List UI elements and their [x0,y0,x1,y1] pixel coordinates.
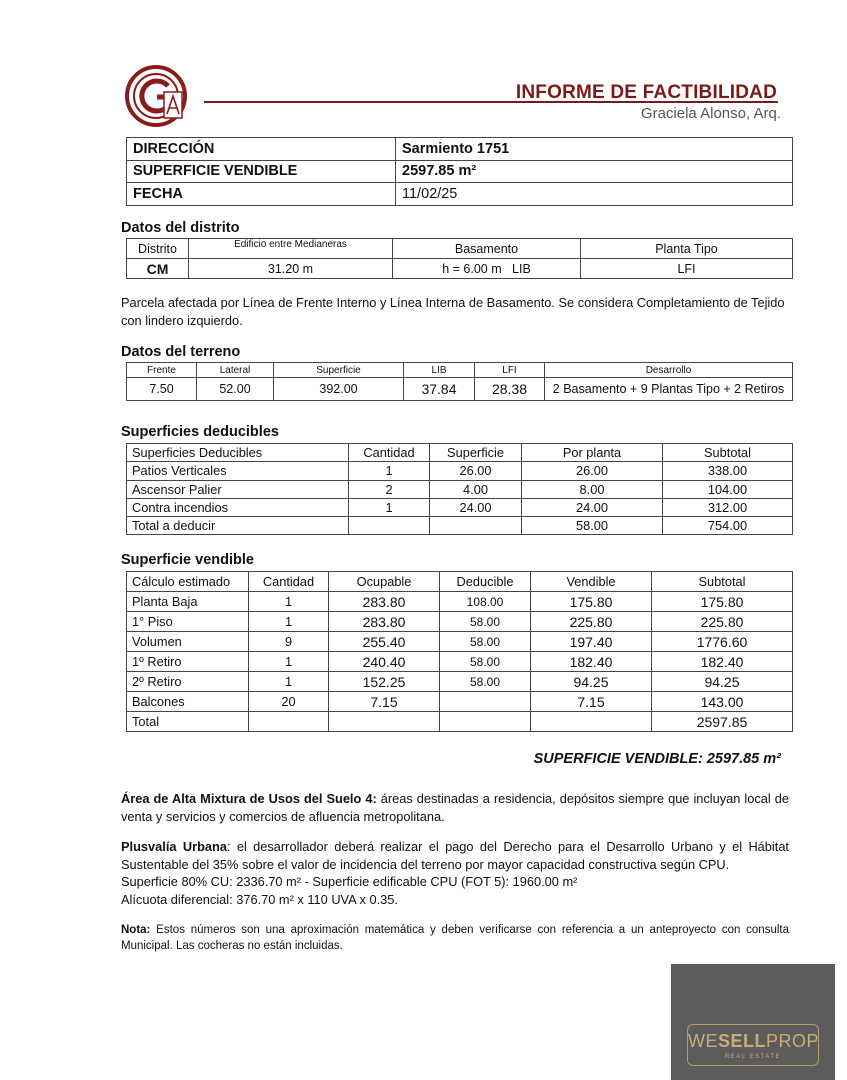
table-row [127,592,793,612]
table-header: Por planta [522,444,663,462]
table-cell: 240.40 [329,652,440,672]
table-row [127,480,793,498]
ga-logo-icon [124,64,188,128]
summary-value: 2597.85 m² [396,160,793,183]
district-table [126,238,793,279]
table-cell: Ascensor Palier [127,480,349,498]
table-cell: Contra incendios [127,498,349,516]
table-cell: 31.20 m [189,259,393,279]
table-row [127,517,793,535]
zoning-title: Área de Alta Mixtura de Usos del Suelo 4: [121,791,377,806]
table-cell: 58.00 [440,612,531,632]
deductible-heading: Superficies deducibles [121,424,279,440]
note-text: Estos números son una aproximación matemática y deben verificarse con referencia a un anteproyecto con consulta Municipal. Las cocheras no están incluidas. [121,924,789,952]
table-cell: Patios Verticales [127,462,349,480]
table-row [127,363,793,378]
table-row [127,138,793,161]
sellable-table [126,571,793,732]
table-cell: 1 [249,672,329,692]
table-row [127,259,793,279]
table-cell: 7.50 [127,378,197,401]
table-row [127,572,793,592]
wesellprop-watermark [671,964,835,1080]
summary-value: 11/02/25 [396,183,793,206]
summary-label: DIRECCIÓN [127,138,396,161]
table-cell: 2º Retiro [127,672,249,692]
table-cell: 108.00 [440,592,531,612]
table-row [127,183,793,206]
table-cell: 2 Basamento + 9 Plantas Tipo + 2 Retiros [545,378,793,401]
table-cell: 20 [249,692,329,712]
table-cell: 1 [349,462,430,480]
table-cell: 7.15 [531,692,652,712]
sellable-total-summary: SUPERFICIE VENDIBLE: 2597.85 m² [533,751,781,767]
district-heading: Datos del distrito [121,220,240,236]
table-header: Lateral [197,363,274,378]
table-row [127,239,793,259]
table-cell: 4.00 [430,480,522,498]
table-cell: 58.00 [440,652,531,672]
table-cell [531,712,652,732]
table-cell: 255.40 [329,632,440,652]
table-cell: Total a deducir [127,517,349,535]
table-header: Planta Tipo [581,239,793,259]
document-author: Graciela Alonso, Arq. [640,105,781,122]
plusvalia-surfaces: Superficie 80% CU: 2336.70 m² - Superficie edificable CPU (FOT 5): 1960.00 m² [121,874,578,889]
table-cell: 1º Retiro [127,652,249,672]
table-row [127,462,793,480]
table-cell: 58.00 [522,517,663,535]
table-cell: 24.00 [430,498,522,516]
table-row [127,712,793,732]
table-cell: 225.80 [531,612,652,632]
table-cell: 24.00 [522,498,663,516]
table-cell: 28.38 [475,378,545,401]
zoning-text: áreas destinadas a residencia, depósitos siempre que incluyan local de venta y servicios y comercios de afluencia metropolitana. [121,791,789,824]
brand-prop: PROP [766,1031,820,1051]
document-title: INFORME DE FACTIBILIDAD [515,82,777,103]
table-header: Deducible [440,572,531,592]
table-cell: 283.80 [329,592,440,612]
table-header: Cantidad [249,572,329,592]
table-row [127,612,793,632]
table-cell: 58.00 [440,632,531,652]
table-header: Vendible [531,572,652,592]
table-header: LFI [475,363,545,378]
table-cell: 26.00 [522,462,663,480]
table-cell: 7.15 [329,692,440,712]
table-cell: 1 [249,652,329,672]
table-cell [430,517,522,535]
wesellprop-wordmark [688,1031,818,1052]
table-cell: 1° Piso [127,612,249,632]
table-cell: LFI [581,259,793,279]
table-header: Edificio entre Medianeras [189,239,393,259]
table-row [127,652,793,672]
table-header: Superficies Deducibles [127,444,349,462]
table-header: Superficie [430,444,522,462]
table-row [127,160,793,183]
plusvalia-text: : el desarrollador deberá realizar el pago del Derecho para el Desarrollo Urbano y el Hábitat Sustentable del 35% sobre el valor de incidencia del terreno por mayor capacidad constructiva según CPU. [121,839,789,872]
terrain-table [126,362,793,401]
table-cell: Total [127,712,249,732]
table-cell: 312.00 [663,498,793,516]
wesellprop-logo [687,1024,819,1066]
table-row [127,444,793,462]
table-cell: 104.00 [663,480,793,498]
table-cell: 392.00 [274,378,404,401]
brand-we: WE [688,1031,718,1051]
table-header: Distrito [127,239,189,259]
table-cell: 182.40 [531,652,652,672]
plusvalia-title: Plusvalía Urbana [121,839,227,854]
table-cell [349,517,430,535]
table-header: Basamento [393,239,581,259]
table-row [127,692,793,712]
table-row [127,378,793,401]
table-cell [249,712,329,732]
table-cell: h = 6.00 m LIB [393,259,581,279]
note-paragraph [121,922,789,954]
table-row [127,632,793,652]
table-cell: 338.00 [663,462,793,480]
table-header: Cálculo estimado [127,572,249,592]
plusvalia-rate: Alícuota diferencial: 376.70 m² x 110 UVA x 0.35. [121,891,398,907]
table-cell: 175.80 [652,592,793,612]
table-cell: 8.00 [522,480,663,498]
sellable-heading: Superficie vendible [121,552,254,568]
table-cell: Planta Baja [127,592,249,612]
table-header: Cantidad [349,444,430,462]
table-cell [440,692,531,712]
summary-label: SUPERFICIE VENDIBLE [127,160,396,183]
table-cell [329,712,440,732]
table-header: Subtotal [663,444,793,462]
table-cell: 2 [349,480,430,498]
table-cell: CM [127,259,189,279]
table-header: Superficie [274,363,404,378]
summary-label: FECHA [127,183,396,206]
terrain-heading: Datos del terreno [121,344,241,360]
table-cell: Volumen [127,632,249,652]
table-cell: 143.00 [652,692,793,712]
wesellprop-tagline: REAL ESTATE [724,1054,782,1060]
table-cell: 2597.85 [652,712,793,732]
district-note: Parcela afectada por Línea de Frente Interno y Línea Interna de Basamento. Se considera Completamiento de Tejido con lindero izquierdo. [121,295,785,328]
table-cell: 1776.60 [652,632,793,652]
brand-sell: SELL [718,1031,767,1051]
table-cell: 94.25 [531,672,652,692]
summary-value: Sarmiento 1751 [396,138,793,161]
table-cell: 52.00 [197,378,274,401]
table-cell: 197.40 [531,632,652,652]
plusvalia-paragraph [121,838,789,908]
table-header: LIB [404,363,475,378]
table-cell: 58.00 [440,672,531,692]
table-cell: 26.00 [430,462,522,480]
zoning-paragraph [121,790,789,825]
note-title: Nota: [121,924,151,936]
table-header: Ocupable [329,572,440,592]
table-row [127,498,793,516]
table-cell: 1 [249,612,329,632]
table-cell: 175.80 [531,592,652,612]
table-row [127,672,793,692]
table-header: Subtotal [652,572,793,592]
table-header: Frente [127,363,197,378]
table-cell: 1 [249,592,329,612]
table-header: Desarrollo [545,363,793,378]
table-cell: 152.25 [329,672,440,692]
table-cell: 754.00 [663,517,793,535]
table-cell: 225.80 [652,612,793,632]
table-cell: 182.40 [652,652,793,672]
summary-table [126,137,793,206]
table-cell: 94.25 [652,672,793,692]
table-cell [440,712,531,732]
table-cell: 9 [249,632,329,652]
table-cell: 1 [349,498,430,516]
table-cell: Balcones [127,692,249,712]
deductible-table [126,443,793,535]
table-cell: 37.84 [404,378,475,401]
table-cell: 283.80 [329,612,440,632]
